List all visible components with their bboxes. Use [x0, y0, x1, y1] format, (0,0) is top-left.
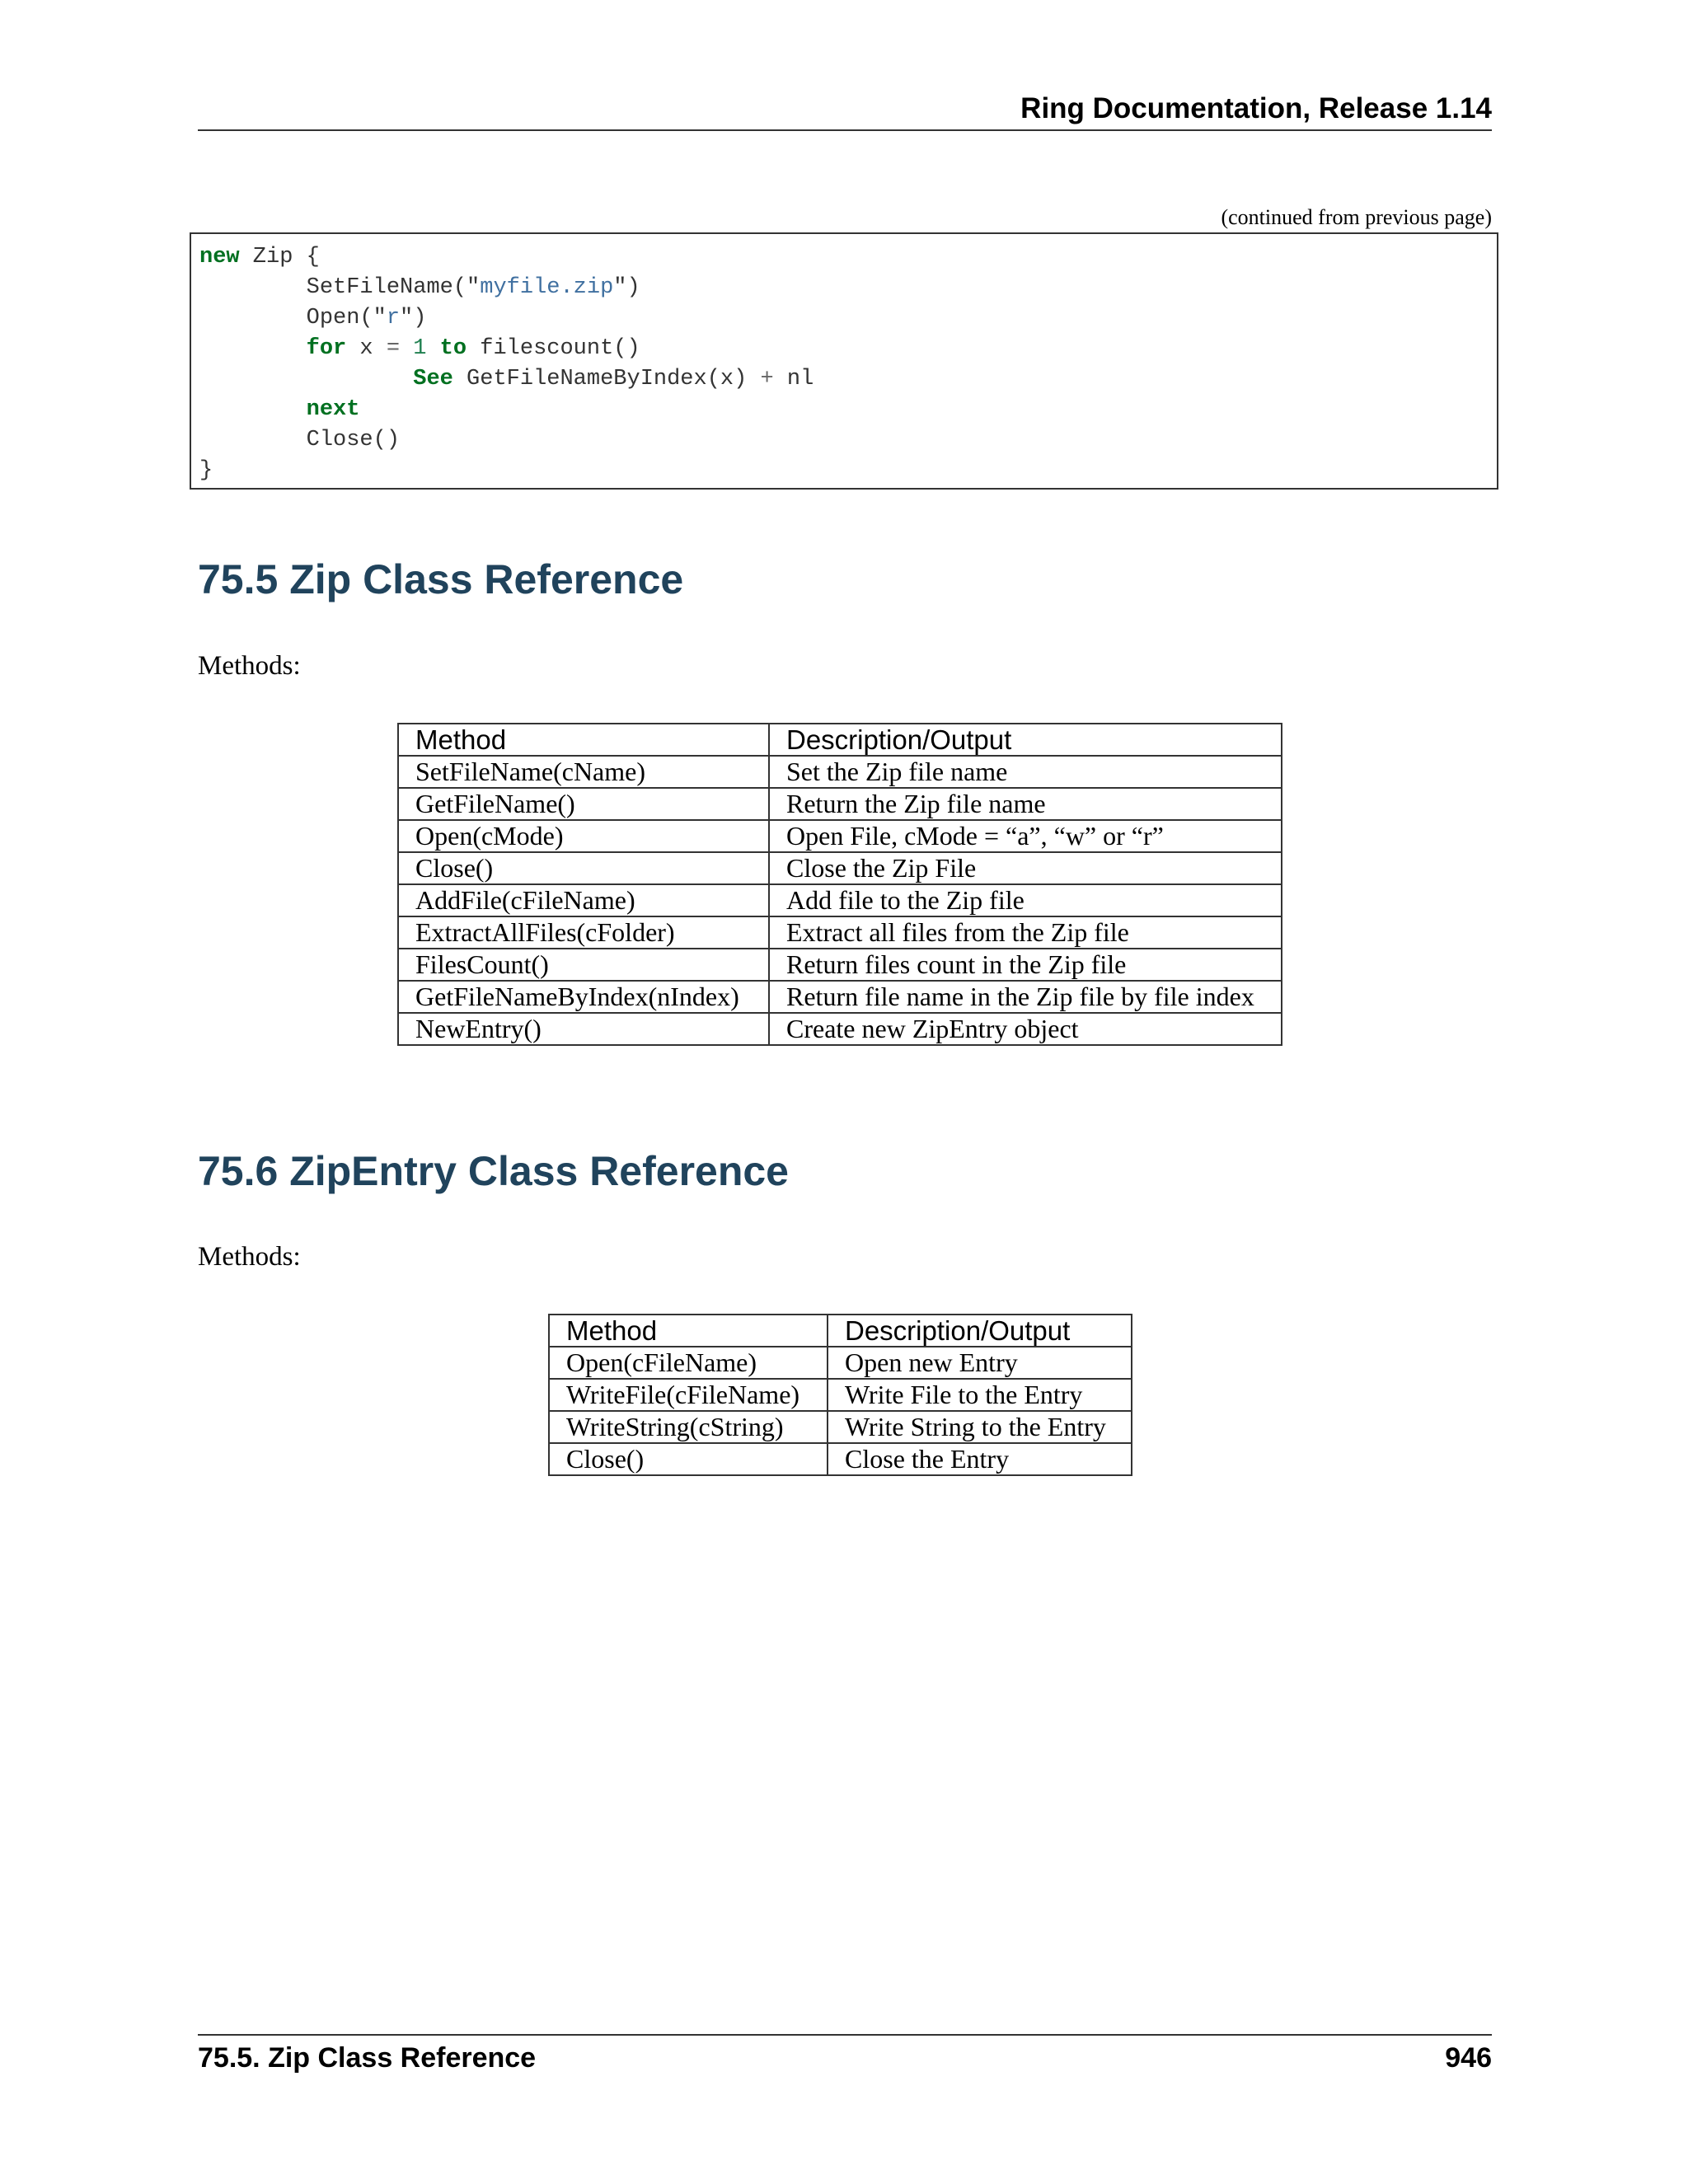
keyword-next: next: [306, 397, 360, 422]
description-cell: Add file to the Zip file: [769, 884, 1282, 916]
method-cell: NewEntry(): [398, 1013, 769, 1045]
code-space: [426, 336, 439, 361]
code-text: Open(": [306, 306, 387, 330]
zip-table-body: [398, 756, 1282, 1045]
continued-note: (continued from previous page): [1221, 205, 1492, 229]
zipentry-methods-table: [548, 1314, 1132, 1476]
column-header-description: Description/Output: [828, 1315, 1132, 1347]
keyword-to: to: [439, 336, 467, 361]
code-indent: [199, 367, 413, 391]
description-cell: Write String to the Entry: [828, 1411, 1132, 1443]
code-line-8: [199, 458, 213, 483]
code-indent: [199, 275, 307, 300]
code-indent: [199, 397, 307, 422]
description-cell: Create new ZipEntry object: [769, 1013, 1282, 1045]
code-line-7: [199, 428, 400, 452]
code-line-3: [199, 306, 426, 330]
table-header-row: [549, 1315, 1132, 1347]
header-divider: [198, 129, 1492, 131]
code-indent: [199, 336, 307, 361]
table-row: [549, 1379, 1132, 1411]
keyword-for: for: [306, 336, 347, 361]
zip-methods-table: [397, 723, 1282, 1046]
description-cell: Open new Entry: [828, 1347, 1132, 1379]
code-text: Zip {: [239, 245, 320, 269]
description-cell: Extract all files from the Zip file: [769, 916, 1282, 949]
table-row: [398, 1013, 1282, 1045]
table-row: [398, 756, 1282, 788]
method-cell: GetFileNameByIndex(nIndex): [398, 981, 769, 1013]
table-header-row: [398, 724, 1282, 756]
code-line-4: [199, 336, 640, 361]
method-cell: Open(cFileName): [549, 1347, 828, 1379]
table-row: [398, 884, 1282, 916]
keyword-see: See: [413, 367, 453, 391]
table-row: [398, 820, 1282, 852]
code-text: "): [400, 306, 427, 330]
code-indent: [199, 428, 307, 452]
code-line-6: [199, 397, 359, 422]
code-operator: +: [760, 367, 774, 391]
code-space: [400, 336, 413, 361]
code-indent: [199, 306, 307, 330]
code-text: "): [613, 275, 640, 300]
code-operator: =: [386, 336, 401, 361]
code-text: SetFileName(": [306, 275, 481, 300]
description-cell: Close the Entry: [828, 1443, 1132, 1475]
description-cell: Close the Zip File: [769, 852, 1282, 884]
method-cell: WriteFile(cFileName): [549, 1379, 828, 1411]
code-line-5: [199, 367, 814, 391]
method-cell: ExtractAllFiles(cFolder): [398, 916, 769, 949]
method-cell: Close(): [398, 852, 769, 884]
table-row: [549, 1443, 1132, 1475]
table-row: [398, 788, 1282, 820]
table-row: [398, 949, 1282, 981]
methods-label-zipentry: Methods:: [198, 1242, 301, 1272]
table-row: [549, 1347, 1132, 1379]
section-heading-zip: 75.5 Zip Class Reference: [198, 556, 684, 602]
table-row: [398, 981, 1282, 1013]
code-string: myfile.zip: [480, 275, 614, 300]
table-row: [398, 852, 1282, 884]
description-cell: Return file name in the Zip file by file index: [769, 981, 1282, 1013]
page-header-title: Ring Documentation, Release 1.14: [1020, 92, 1492, 124]
method-cell: SetFileName(cName): [398, 756, 769, 788]
description-cell: Return the Zip file name: [769, 788, 1282, 820]
code-text: nl: [773, 367, 814, 391]
table-row: [398, 916, 1282, 949]
table-row: [549, 1411, 1132, 1443]
method-cell: WriteString(cString): [549, 1411, 828, 1443]
page-number: 946: [1445, 2042, 1492, 2074]
code-block: [190, 232, 1498, 490]
code-string: r: [386, 306, 401, 330]
description-cell: Open File, cMode = “a”, “w” or “r”: [769, 820, 1282, 852]
method-cell: Open(cMode): [398, 820, 769, 852]
method-cell: GetFileName(): [398, 788, 769, 820]
column-header-method: Method: [549, 1315, 828, 1347]
description-cell: Write File to the Entry: [828, 1379, 1132, 1411]
code-text: Close(): [306, 428, 401, 452]
description-cell: Return files count in the Zip file: [769, 949, 1282, 981]
column-header-description: Description/Output: [769, 724, 1282, 756]
footer-divider: [198, 2034, 1492, 2036]
code-number: 1: [413, 336, 427, 361]
code-text: x: [346, 336, 387, 361]
column-header-method: Method: [398, 724, 769, 756]
code-line-2: [199, 275, 640, 300]
code-text: }: [199, 458, 213, 483]
keyword-new: new: [199, 245, 240, 269]
methods-label-zip: Methods:: [198, 651, 301, 681]
description-cell: Set the Zip file name: [769, 756, 1282, 788]
footer-section-title: 75.5. Zip Class Reference: [198, 2042, 537, 2074]
code-text: GetFileNameByIndex(x): [452, 367, 761, 391]
zipentry-table-body: [549, 1347, 1132, 1475]
code-text: filescount(): [467, 336, 640, 361]
method-cell: FilesCount(): [398, 949, 769, 981]
method-cell: AddFile(cFileName): [398, 884, 769, 916]
code-line-1: [199, 245, 320, 269]
section-heading-zipentry: 75.6 ZipEntry Class Reference: [198, 1148, 789, 1194]
method-cell: Close(): [549, 1443, 828, 1475]
